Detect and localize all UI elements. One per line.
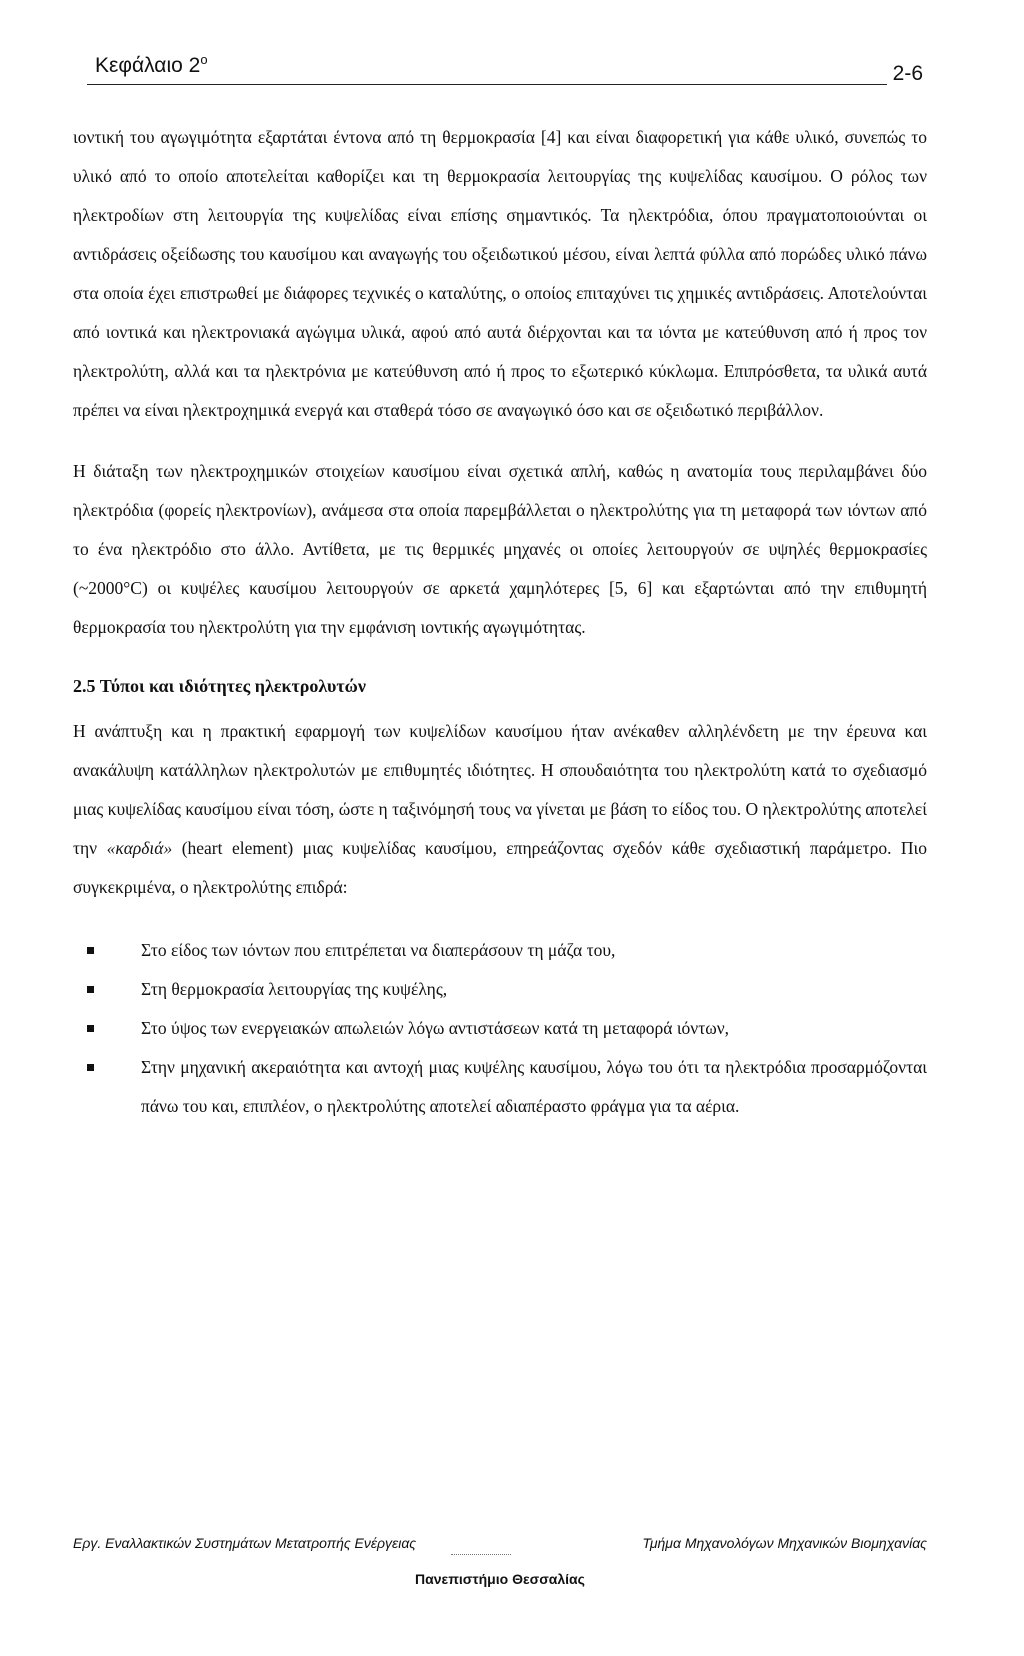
footer-dotted-line <box>451 1554 511 1555</box>
page-body <box>73 118 927 1126</box>
footer-department: Τμήμα Μηχανολόγων Μηχανικών Βιομηχανίας <box>642 1535 927 1551</box>
body-paragraph-2: Η διάταξη των ηλεκτροχημικών στοιχείων καυσίμου είναι σχετικά απλή, καθώς η ανατομία τους περιλαμβάνει δύο ηλεκτρόδια (φορείς ηλεκτρονίων), ανάμεσα στα οποία παρεμβάλλεται ο ηλεκτρολύτης για τη μεταφορά των ιόντων από το ένα ηλεκτρόδιο στο άλλο. Αντίθετα, με τις θερμικές μηχανές οι οποίες λειτουργούν σε υψηλές θερμοκρασίες (~2000°C) οι κυψέλες καυσίμου λειτουργούν σε αρκετά χαμηλότερες [5, 6] και εξαρτώνται από την επιθυμητή θερμοκρασία του ηλεκτρολύτη για την εμφάνιση ιοντικής αγωγιμότητας. <box>73 461 927 637</box>
page-number: 2-6 <box>887 62 923 86</box>
bullet-square-icon <box>87 1025 94 1032</box>
section-heading <box>73 667 927 706</box>
section-number: 2.5 <box>73 676 96 696</box>
section-title: Τύποι και ιδιότητες ηλεκτρολυτών <box>99 676 366 696</box>
section-paragraph: Η ανάπτυξη και η πρακτική εφαρμογή των κυψελίδων καυσίμου ήταν ανέκαθεν αλληλένδετη με την έρευνα και ανακάλυψη κατάλληλων ηλεκτρολυτών με επιθυμητές ιδιότητες. Η σπουδαιότητα του ηλεκτρολύτη κατά το σχεδιασμό μιας κυψελίδας καυσίμου είναι τόση, ώστε η ταξινόμησή τους να γίνεται με βάση το είδος του. Ο ηλεκτρολύτης αποτελεί την «καρδιά» (heart element) μιας κυψελίδας καυσίμου, επηρεάζοντας σχεδόν κάθε σχεδιαστική παράμετρο. Πιο συγκεκριμένα, ο ηλεκτρολύτης επιδρά: <box>73 721 927 897</box>
bullet-square-icon <box>87 947 94 954</box>
body-paragraph-1: ιοντική του αγωγιμότητα εξαρτάται έντονα από τη θερμοκρασία [4] και είναι διαφορετική για κάθε υλικό, συνεπώς το υλικό από το οποίο αποτελείται καθορίζει και τη θερμοκρασία λειτουργίας της κυψελίδας καυσίμου. Ο ρόλος των ηλεκτροδίων στη λειτουργία της κυψελίδας είναι επίσης σημαντικός. Τα ηλεκτρόδια, όπου πραγματοποιούνται οι αντιδράσεις οξείδωσης του καυσίμου και αναγωγής του οξειδωτικού μέσου, είναι λεπτά φύλλα από πορώδες υλικό πάνω στα οποία έχει επιστρωθεί με διάφορες τεχνικές ο καταλύτης, ο οποίος επιταχύνει τις χημικές αντιδράσεις. Αποτελούνται από ιοντικά και ηλεκτρονιακά αγώγιμα υλικά, αφού από αυτά διέρχονται και τα ιόντα με κατεύθυνση από ή προς τον ηλεκτρολύτη, αλλά και τα ηλεκτρόνια με κατεύθυνση από ή προς το εξωτερικό κύκλωμα. Επιπρόσθετα, τα υλικά αυτά πρέπει να είναι ηλεκτροχημικά ενεργά και σταθερά τόσο σε αναγωγικό όσο και σε οξειδωτικό περιβάλλον. <box>73 127 927 420</box>
list-item: Στο ύψος των ενεργειακών απωλειών λόγω αντιστάσεων κατά τη μεταφορά ιόντων, <box>73 1009 927 1048</box>
list-item: Στο είδος των ιόντων που επιτρέπεται να διαπεράσουν τη μάζα του, <box>73 931 927 970</box>
list-item: Στην μηχανική ακεραιότητα και αντοχή μιας κυψέλης καυσίμου, λόγω του ότι τα ηλεκτρόδια προσαρμόζονται πάνω του και, επιπλέον, ο ηλεκτρολύτης αποτελεί αδιαπέραστο φράγμα για τα αέρια. <box>73 1048 927 1126</box>
bullet-list <box>73 931 927 1126</box>
bullet-square-icon <box>87 986 94 993</box>
list-item: Στη θερμοκρασία λειτουργίας της κυψέλης, <box>73 970 927 1009</box>
chapter-superscript: ο <box>200 52 208 67</box>
emphasis-heart: «καρδιά» <box>106 838 173 858</box>
chapter-title: Κεφάλαιο $2^o$ <box>95 52 208 77</box>
footer-lab: Εργ. Εναλλακτικών Συστημάτων Μετατροπής Ενέργειας <box>73 1535 417 1551</box>
footer-university: Πανεπιστήμιο Θεσσαλίας <box>415 1571 585 1587</box>
bullet-square-icon <box>87 1064 94 1071</box>
page-header <box>87 44 923 85</box>
